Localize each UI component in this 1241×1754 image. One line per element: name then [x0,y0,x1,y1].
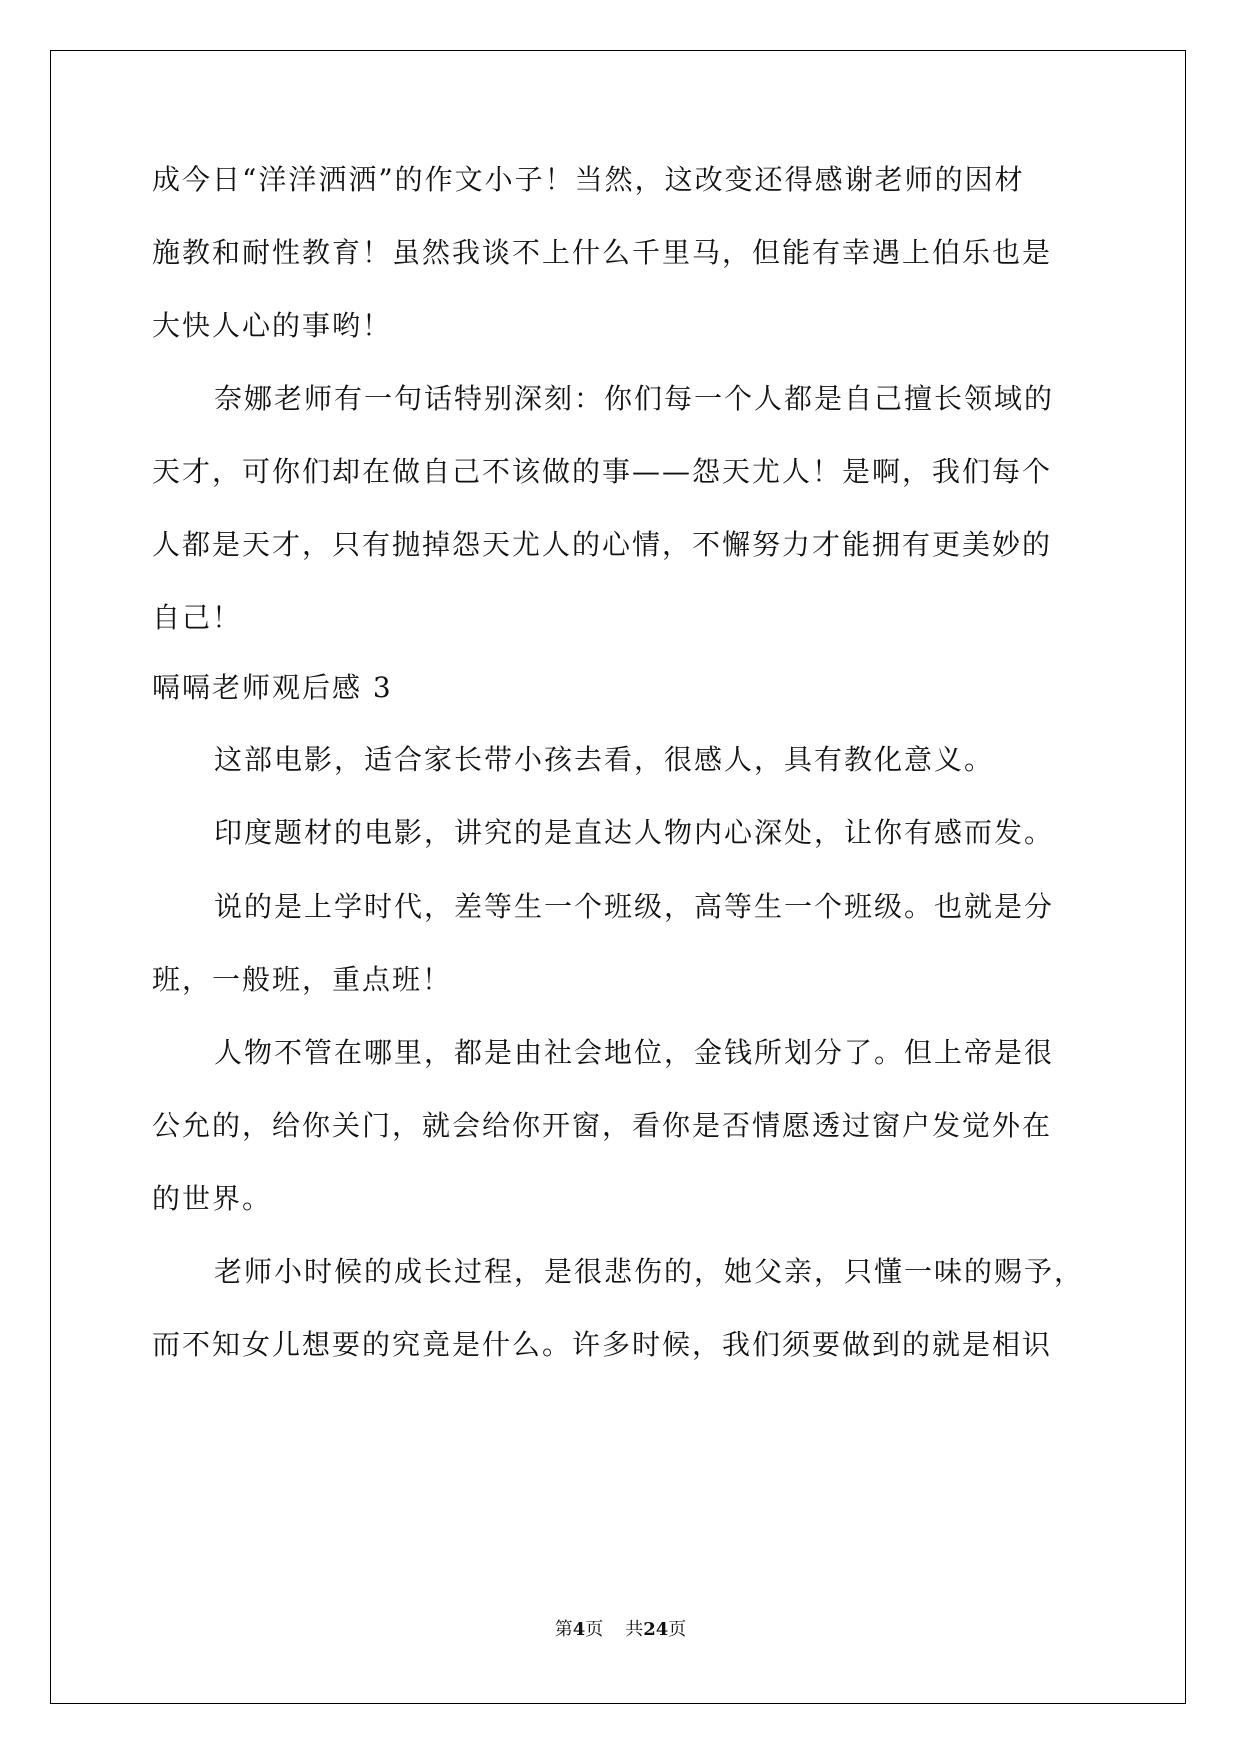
paragraph-line: 公允的，给你关门，就会给你开窗，看你是否情愿透过窗户发觉外在 [152,1109,1053,1142]
page-footer [0,1615,1241,1641]
paragraph-line: 成今日“洋洋洒洒”的作文小子！当然，这改变还得感谢老师的因材 [152,163,1025,196]
paragraph-line: 自己！ [152,601,243,634]
paragraph-line: 天才，可你们却在做自己不该做的事——怨天尤人！是啊，我们每个 [152,455,1053,488]
page-label-suffix: 页 [585,1619,604,1640]
paragraph-line: 人物不管在哪里，都是由社会地位，金钱所划分了。但上帝是很 [214,1036,1055,1069]
paragraph-line: 班，一般班，重点班！ [152,963,453,996]
page-number: 4 [572,1619,586,1640]
paragraph-line: 的世界。 [152,1182,273,1215]
paragraph-line: 奈娜老师有一句话特别深刻：你们每一个人都是自己擅长领域的 [214,382,1055,415]
paragraph-line: 印度题材的电影，讲究的是直达人物内心深处，让你有感而发。 [214,816,1055,849]
total-label-prefix: 共 [625,1619,644,1640]
page-frame [50,50,1186,1704]
page-label-prefix: 第 [554,1619,573,1640]
section-heading: 嗝嗝老师观后感 3 [152,671,393,704]
paragraph-line: 老师小时候的成长过程，是很悲伤的，她父亲，只懂一味的赐予， [214,1255,1085,1288]
total-pages: 24 [643,1619,669,1640]
paragraph-line: 这部电影，适合家长带小孩去看，很感人，具有教化意义。 [214,743,995,776]
paragraph-line: 而不知女儿想要的究竟是什么。许多时候，我们须要做到的就是相识 [152,1328,1053,1361]
paragraph-line: 大快人心的事哟！ [152,309,393,342]
paragraph-line: 说的是上学时代，差等生一个班级，高等生一个班级。也就是分 [214,890,1055,923]
total-label-suffix: 页 [668,1619,687,1640]
paragraph-line: 施教和耐性教育！虽然我谈不上什么千里马，但能有幸遇上伯乐也是 [152,236,1053,269]
paragraph-line: 人都是天才，只有抛掉怨天尤人的心情，不懈努力才能拥有更美妙的 [152,528,1053,561]
